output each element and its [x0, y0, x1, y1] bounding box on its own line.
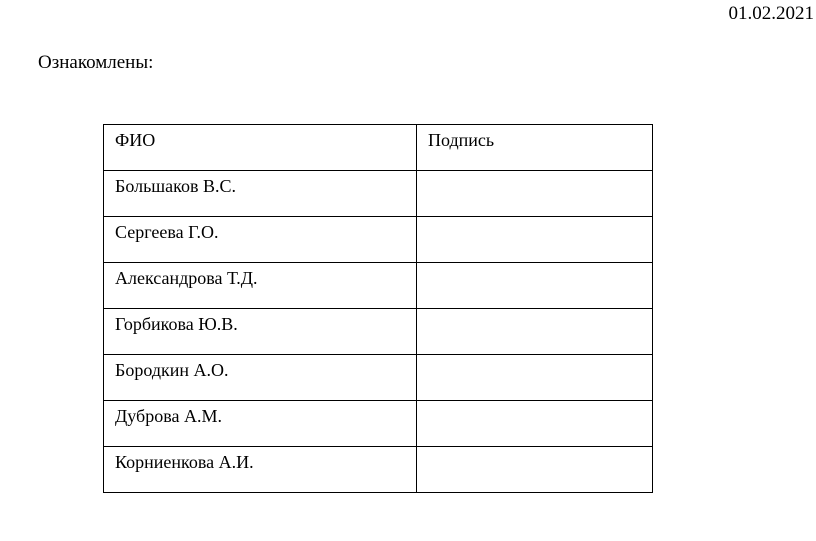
signature-value — [428, 171, 652, 173]
person-name: Дуброва А.М. — [115, 406, 222, 426]
name-cell — [104, 355, 417, 401]
table-header-row — [104, 125, 653, 171]
person-name: Бородкин А.О. — [115, 360, 229, 380]
person-name: Большаков В.С. — [115, 176, 236, 196]
header-cell-signature — [417, 125, 653, 171]
name-cell — [104, 263, 417, 309]
signature-value — [428, 401, 652, 403]
name-cell — [104, 171, 417, 217]
acknowledged-heading: Ознакомлены: — [38, 52, 154, 73]
table-row — [104, 447, 653, 493]
table-row — [104, 171, 653, 217]
name-cell — [104, 447, 417, 493]
document-date: 01.02.2021 — [728, 3, 814, 24]
table-row — [104, 355, 653, 401]
person-name: Корниенкова А.И. — [115, 452, 254, 472]
signature-value — [428, 217, 652, 219]
header-cell-name — [104, 125, 417, 171]
person-name: Горбикова Ю.В. — [115, 314, 238, 334]
person-name: Сергеева Г.О. — [115, 222, 219, 242]
signature-cell[interactable] — [417, 447, 653, 493]
table-row — [104, 401, 653, 447]
signature-cell[interactable] — [417, 171, 653, 217]
signature-cell[interactable] — [417, 217, 653, 263]
name-cell — [104, 401, 417, 447]
signature-value — [428, 355, 652, 357]
table-row — [104, 263, 653, 309]
signature-value — [428, 309, 652, 311]
signature-cell[interactable] — [417, 309, 653, 355]
header-name-label: ФИО — [115, 130, 156, 150]
signature-cell[interactable] — [417, 355, 653, 401]
signature-value — [428, 263, 652, 265]
signature-cell[interactable] — [417, 401, 653, 447]
header-signature-label: Подпись — [428, 130, 495, 150]
signature-cell[interactable] — [417, 263, 653, 309]
name-cell — [104, 217, 417, 263]
table-row — [104, 309, 653, 355]
signature-table — [103, 124, 653, 493]
name-cell — [104, 309, 417, 355]
signature-value — [428, 447, 652, 449]
person-name: Александрова Т.Д. — [115, 268, 258, 288]
table-row — [104, 217, 653, 263]
